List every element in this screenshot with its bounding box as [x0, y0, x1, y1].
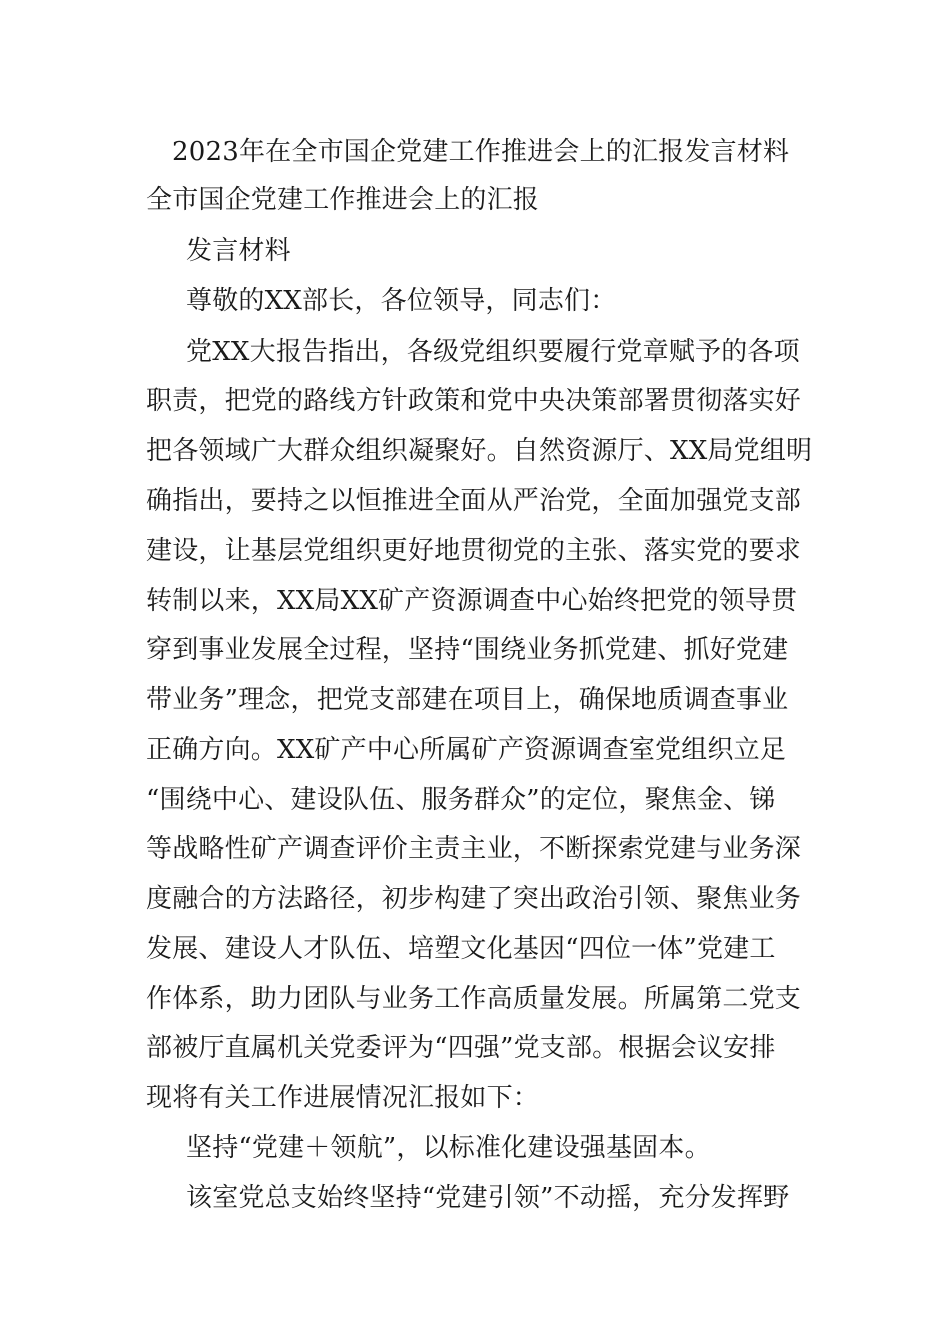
body-line: 把各领域广大群众组织凝聚好。自然资源厅、XX局党组明: [146, 436, 813, 466]
body-line: 确指出，要持之以恒推进全面从严治党，全面加强党支部: [146, 486, 802, 516]
document-title: 2023年在全市国企党建工作推进会上的汇报发言材料: [172, 137, 790, 167]
body-line: 该室党总支始终坚持“党建引领”不动摇，充分发挥野: [186, 1183, 790, 1213]
body-line: 带业务”理念，把党支部建在项目上，确保地质调查事业: [146, 685, 789, 715]
body-line: 度融合的方法路径，初步构建了突出政治引领、聚焦业务: [146, 884, 802, 914]
subtitle-line: 发言材料: [186, 236, 291, 266]
salutation: 尊敬的XX部长，各位领导，同志们：: [186, 286, 617, 316]
body-line: “围绕中心、建设队伍、服务群众”的定位，聚焦金、锑: [146, 785, 776, 815]
body-line: 穿到事业发展全过程，坚持“围绕业务抓党建、抓好党建: [146, 635, 789, 665]
body-line: 发展、建设人才队伍、培塑文化基因“四位一体”党建工: [146, 934, 776, 964]
subtitle-line: 全市国企党建工作推进会上的汇报: [146, 185, 540, 215]
body-line: 部被厅直属机关党委评为“四强”党支部。根据会议安排: [146, 1033, 776, 1063]
body-line: 正确方向。XX矿产中心所属矿产资源调查室党组织立足: [146, 735, 787, 765]
body-line: 转制以来，XX局XX矿产资源调查中心始终把党的领导贯: [146, 586, 798, 616]
body-line: 建设，让基层党组织更好地贯彻党的主张、落实党的要求: [146, 536, 802, 566]
body-line: 现将有关工作进展情况汇报如下：: [146, 1083, 540, 1113]
section-heading: 坚持“党建＋领航”，以标准化建设强基固本。: [186, 1133, 711, 1163]
body-line: 职责，把党的路线方针政策和党中央决策部署贯彻落实好: [146, 386, 802, 416]
body-line: 作体系，助力团队与业务工作高质量发展。所属第二党支: [146, 984, 802, 1014]
body-line: 党XX大报告指出，各级党组织要履行党章赋予的各项: [186, 337, 800, 367]
body-line: 等战略性矿产调查评价主责主业，不断探索党建与业务深: [146, 834, 802, 864]
